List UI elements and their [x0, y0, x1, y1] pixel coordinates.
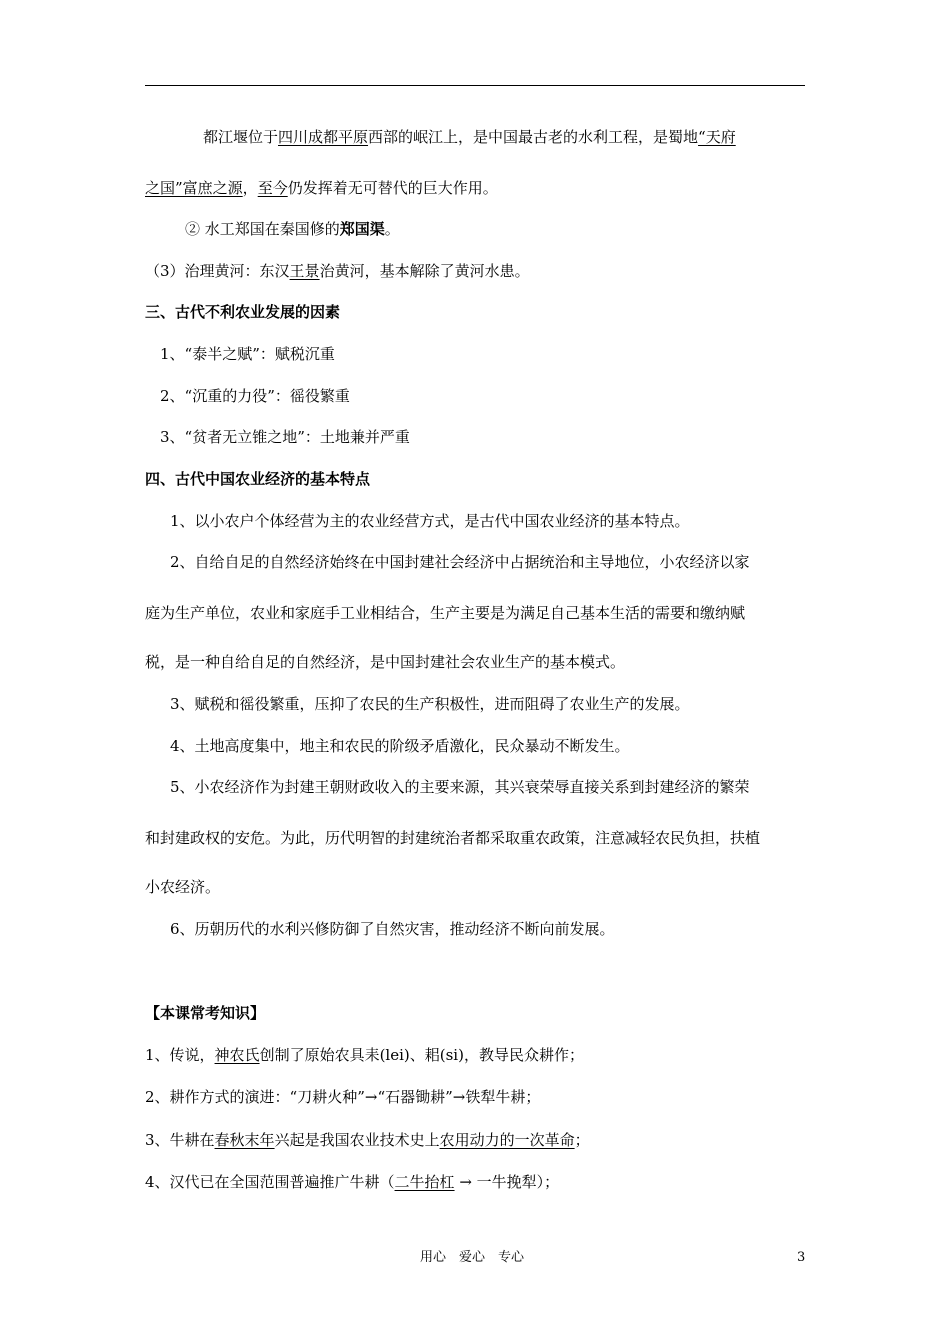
section4-point-2-line: 税，是一种自给自足的自然经济，是中国封建社会农业生产的基本模式。: [145, 653, 626, 671]
section4-point-3: 3、赋税和徭役繁重，压抑了农民的生产积极性，进而阻碍了农业生产的发展。: [170, 695, 690, 713]
section4-point-2-line: 庭为生产单位，农业和家庭手工业相结合，生产主要是为满足自己基本生活的需要和缴纳赋: [145, 604, 746, 622]
zhengguoqu-line: [145, 219, 810, 239]
text-run: （3）治理黄河：东汉: [145, 262, 290, 280]
text-run: ，: [242, 179, 258, 197]
text-run: 兴起是我国农业技术史上: [274, 1131, 440, 1149]
section3-item: 1、“泰半之赋”：赋税沉重: [160, 345, 335, 363]
underlined-term: 神农氏: [214, 1046, 260, 1064]
text-run: 4、汉代已在全国范围普遍推广牛耕（: [145, 1173, 395, 1191]
section4-point-5-line: 小农经济。: [145, 878, 221, 896]
text-run: → 一牛挽犁）；: [454, 1173, 560, 1191]
section3-item: 2、“沉重的力役”：徭役繁重: [160, 387, 350, 405]
huanghe-line: [145, 261, 810, 281]
header-rule: [145, 85, 805, 86]
text-run: 3、牛耕在: [145, 1131, 215, 1149]
text-run: ；: [574, 1131, 590, 1149]
section4-point-5-line: 5、小农经济作为封建王朝财政收入的主要来源，其兴衰荣辱直接关系到封建经济的繁荣: [170, 778, 750, 796]
page-number: 3: [797, 1250, 806, 1265]
underlined-term: 四川成都平原: [278, 128, 369, 146]
section4-heading: 四、古代中国农业经济的基本特点: [145, 470, 371, 488]
underlined-term: “天府: [698, 128, 736, 146]
knowledge-item-3: [145, 1130, 810, 1150]
bold-term: 郑国渠: [339, 220, 385, 238]
knowledge-item-1: [145, 1045, 810, 1065]
underlined-term: 春秋末年: [214, 1131, 275, 1149]
section4-point-6: 6、历朝历代的水利兴修防御了自然灾害，推动经济不断向前发展。: [170, 920, 615, 938]
footer-motto: 用心 爱心 专心: [420, 1250, 525, 1265]
section4-point-5-line: 和封建政权的安危。为此，历代明智的封建统治者都采取重农政策，注意减轻农民负担，扶植: [145, 829, 761, 847]
text-run: 1、传说，: [145, 1046, 215, 1064]
text-run: 2、耕作方式的演进：“刀耕火种”→“石器锄耕”→铁犁牛耕；: [145, 1088, 541, 1106]
section3-item: 3、“贫者无立锥之地”：土地兼并严重: [160, 428, 410, 446]
section4-point-4: 4、土地高度集中，地主和农民的阶级矛盾激化，民众暴动不断发生。: [170, 737, 630, 755]
text-run: 创制了原始农具耒(lei)、耜(si)，教导民众耕作；: [259, 1046, 584, 1064]
text-run: 都江堰位于: [203, 128, 279, 146]
underlined-term: 之国”富庶之源: [145, 179, 243, 197]
text-run: 治黄河，基本解除了黄河水患。: [319, 262, 530, 280]
text-run: 仍发挥着无可替代的巨大作用。: [287, 179, 498, 197]
underlined-term: 二牛抬杠: [394, 1173, 455, 1191]
text-run: 。: [384, 220, 400, 238]
section3-heading: 三、古代不利农业发展的因素: [145, 303, 341, 321]
text-run: ② 水工郑国在秦国修的: [185, 220, 340, 238]
section4-point-2-line: 2、自给自足的自然经济始终在中国封建社会经济中占据统治和主导地位，小农经济以家: [170, 553, 750, 571]
knowledge-heading: 【本课常考知识】: [145, 1004, 266, 1022]
dujiangyan-line-1: [145, 127, 810, 147]
underlined-term: 王景: [289, 262, 320, 280]
section4-point-1: 1、以小农户个体经营为主的农业经营方式，是古代中国农业经济的基本特点。: [170, 512, 690, 530]
underlined-term: 农用动力的一次革命: [439, 1131, 575, 1149]
knowledge-item-2: [145, 1087, 810, 1107]
underlined-term: 至今: [257, 179, 288, 197]
knowledge-item-4: [145, 1172, 810, 1192]
text-run: 西部的岷江上，是中国最古老的水利工程，是蜀地: [368, 128, 699, 146]
dujiangyan-line-2: [145, 178, 810, 198]
